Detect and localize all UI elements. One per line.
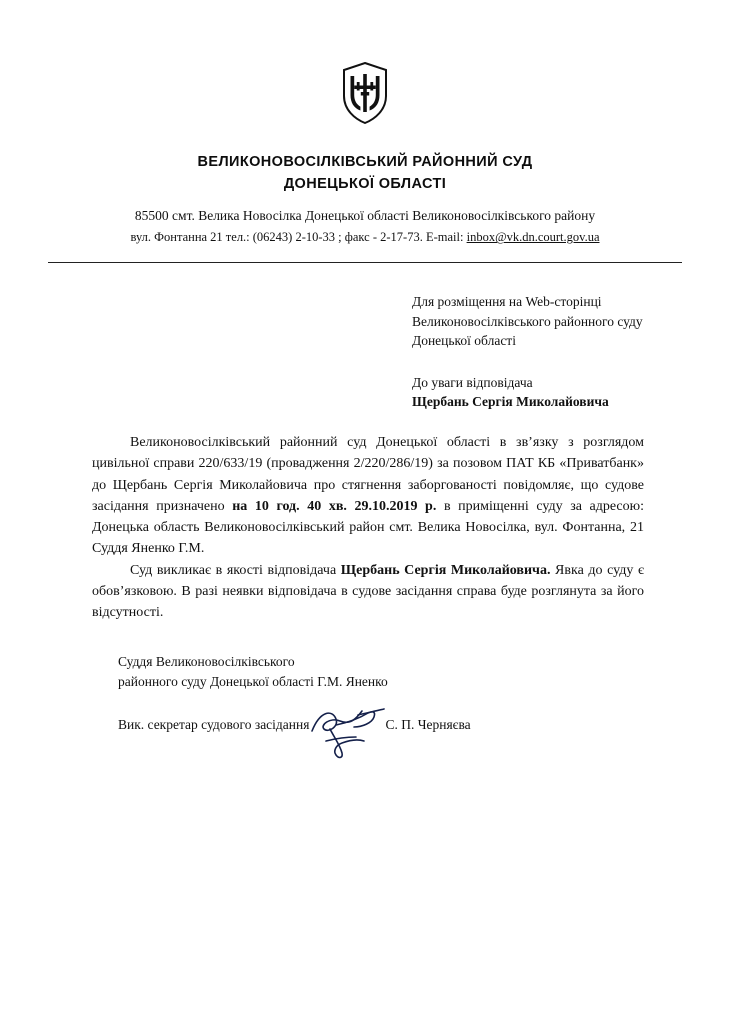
secretary-name: С. П. Черняєва: [385, 716, 471, 732]
body-p2-part2: Явка до суду є обов’язковою. В разі неявки відповідача в судове засідання справа буде розглянута за його відсутності.: [92, 562, 644, 621]
body-paragraph-1: [92, 432, 644, 560]
body-p2-part1: Суд викликає в якості відповідача: [130, 562, 341, 578]
court-email-link[interactable]: inbox@vk.dn.court.gov.ua: [466, 230, 600, 245]
addressee-line-1: Для розміщення на Web-сторінці: [412, 294, 602, 309]
signature-block: [118, 652, 638, 735]
body-paragraph-2: [92, 560, 644, 624]
court-address-line2: [0, 228, 730, 247]
addressee-line-3: Донецької області: [412, 333, 516, 349]
court-contacts-text: вул. Фонтанна 21 тел.: (06243) 2-10-33 ; факс - 2-17-73. E-mail:: [130, 230, 467, 245]
court-address: [0, 206, 730, 248]
court-name-line2: ДОНЕЦЬКОЇ ОБЛАСТІ: [283, 175, 447, 192]
ukraine-coat-of-arms-trident-icon: [342, 62, 388, 124]
judge-title-line1: Суддя Великоновосілківського: [118, 654, 295, 669]
document-body: [92, 432, 644, 623]
body-p1-part1: Великоновосілківський районний суд Донецької області в зв’язку з розглядом цивільної справи 220/633/19 (провадження 2/220/286/19) за позовом ПАТ КБ «Приватбанк» до Щербань Сергія Миколайовича про стягнення заборгованості повідомляє, що судове засідання призначено: [92, 435, 644, 514]
court-name-line1: ВЕЛИКОНОВОСІЛКІВСЬКИЙ РАЙОННИЙ СУД: [197, 154, 533, 170]
body-p1-part2: в приміщенні суду за адресою: Донецька область Великоновосілківський район смт. Велика Новосілка, вул. Фонтанна, 21 Суддя Яненко Г.М.: [92, 498, 644, 557]
court-address-line1: 85500 смт. Велика Новосілка Донецької області Великоновосілківського району: [134, 207, 596, 223]
addressee-line-4: До уваги відповідача: [412, 374, 533, 390]
body-p1-hearing-datetime: на 10 год. 40 хв. 29.10.2019 р.: [232, 498, 437, 514]
addressee-line-2: Великоновосілківського районного суду: [412, 313, 643, 329]
emblem-container: [0, 62, 730, 129]
addressee-respondent-name: Щербань Сергія Миколайовича: [412, 394, 609, 410]
header-divider: [48, 262, 682, 263]
court-name: [0, 152, 730, 196]
secretary-label: Вик. секретар судового засідання: [118, 716, 310, 732]
body-p2-respondent-name: Щербань Сергія Миколайовича.: [340, 562, 551, 578]
addressee-block: [412, 292, 712, 412]
secretary-line: [118, 715, 638, 735]
letterhead-header: [0, 152, 730, 248]
judge-title-line2: районного суду Донецької області Г.М. Яненко: [118, 674, 388, 690]
